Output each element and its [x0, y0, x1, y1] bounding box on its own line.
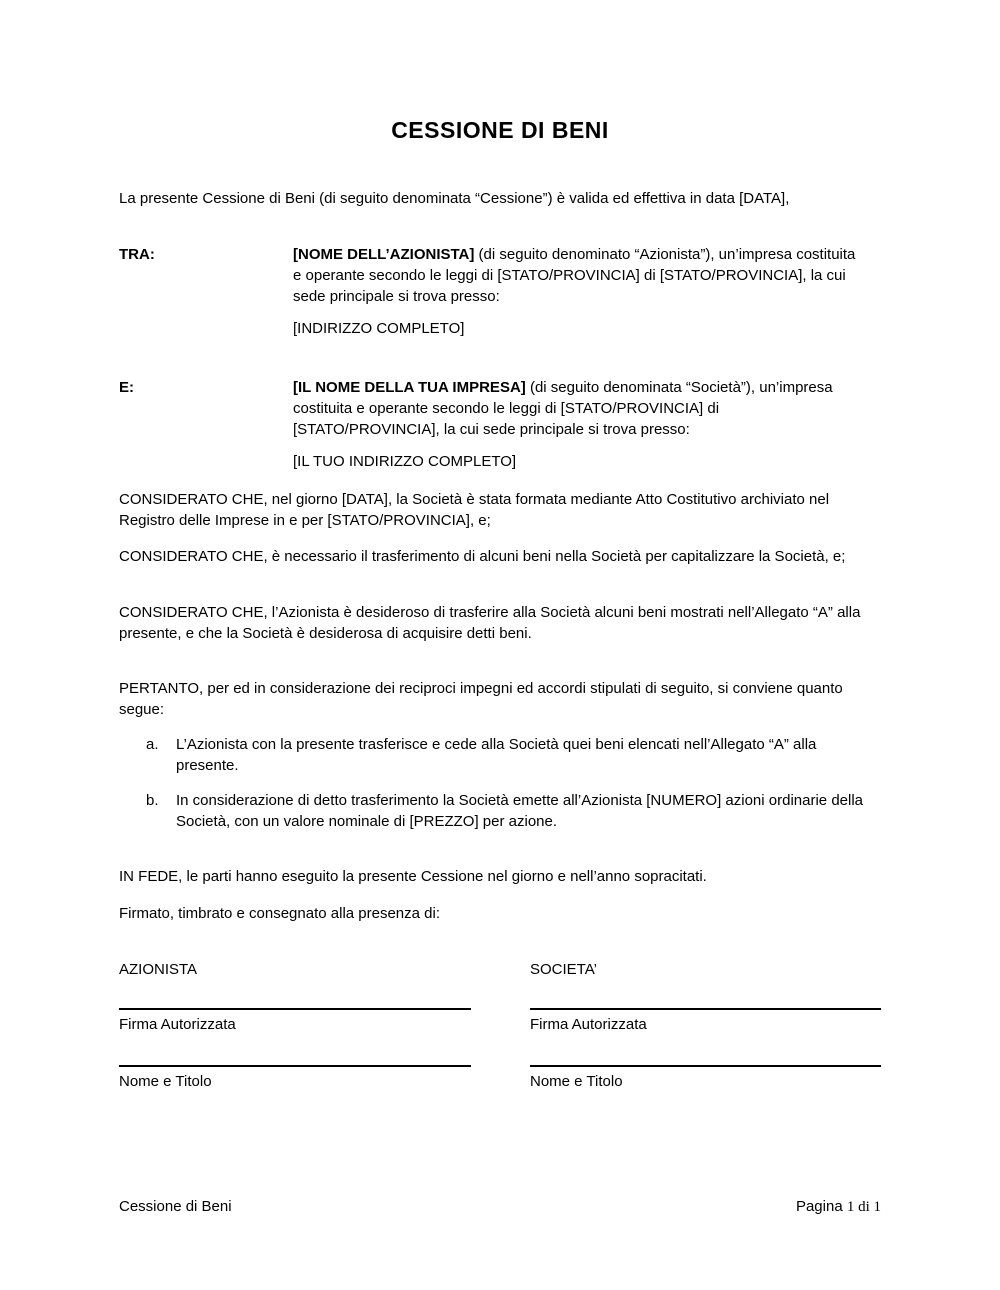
clause-b-marker: b. [146, 792, 159, 809]
signature-line [530, 1065, 881, 1067]
party-e-description: (di seguito denominata “Società”), un’impresa costituita e operante secondo le leggi di [STATO/PROVINCIA] di [STATO/PROVINCIA], la cui sede principale si trova presso: [293, 379, 833, 438]
signature-line [119, 1008, 471, 1010]
document-title: CESSIONE DI BENI [391, 117, 609, 143]
in-fede-paragraph: IN FEDE, le parti hanno eseguito la presente Cessione nel giorno e nell’anno sopracitati. [119, 868, 707, 885]
party-tra-name: [NOME DELL’AZIONISTA] [293, 246, 475, 263]
footer-page-number [530, 1196, 881, 1218]
party-tra-address: [INDIRIZZO COMPLETO] [293, 320, 465, 337]
party-tra-paragraph [293, 244, 856, 307]
party-e-name: [IL NOME DELLA TUA IMPRESA] [293, 379, 526, 396]
party-tra-description: (di seguito denominato “Azionista”), un’impresa costituita e operante secondo le leggi di [STATO/PROVINCIA] di [STATO/PROVINCIA], la cui sede principale si trova presso: [293, 246, 856, 305]
signature-label-firma-right: Firma Autorizzata [530, 1016, 647, 1033]
signature-header-societa: SOCIETA’ [530, 961, 597, 978]
firmato-paragraph: Firmato, timbrato e consegnato alla presenza di: [119, 905, 440, 922]
recital-paragraph: CONSIDERATO CHE, nel giorno [DATA], la Società è stata formata mediante Atto Costitutivo archiviato nel Registro delle Imprese in e per [STATO/PROVINCIA], e; [119, 491, 830, 529]
recital-paragraph: CONSIDERATO CHE, l’Azionista è desideroso di trasferire alla Società alcuni beni mostrati nell’Allegato “A” alla presente, e che la Società è desiderosa di acquisire detti beni. [119, 604, 861, 642]
party-tra-label: TRA: [119, 246, 155, 263]
signature-line [119, 1065, 471, 1067]
clause-b-text: In considerazione di detto trasferimento la Società emette all’Azionista [NUMERO] azioni ordinarie della Società, con un valore nominale di [PREZZO] per azione. [176, 792, 864, 830]
footer-page-word: Pagina [795, 1198, 847, 1215]
intro-paragraph: La presente Cessione di Beni (di seguito denominata “Cessione”) è valida ed effettiva in data [DATA], [119, 190, 790, 207]
signature-label-nome-right: Nome e Titolo [530, 1073, 623, 1090]
clause-a-text: L’Azionista con la presente trasferisce e cede alla Società quei beni elencati nell’Allegato “A” alla presente. [176, 736, 817, 774]
signature-line [530, 1008, 881, 1010]
signature-label-nome-left: Nome e Titolo [119, 1073, 212, 1090]
pertanto-paragraph: PERTANTO, per ed in considerazione dei reciproci impegni ed accordi stipulati di seguito, si conviene quanto segue: [119, 680, 843, 718]
clause-a-marker: a. [146, 736, 159, 753]
party-e-label: E: [119, 379, 134, 396]
footer-page-count: 1 di 1 [846, 1199, 881, 1215]
party-e-paragraph [293, 377, 856, 440]
signature-header-azionista: AZIONISTA [119, 961, 198, 978]
footer-document-name: Cessione di Beni [119, 1198, 232, 1215]
signature-label-firma-left: Firma Autorizzata [119, 1016, 236, 1033]
party-e-address: [IL TUO INDIRIZZO COMPLETO] [293, 453, 517, 470]
recital-paragraph: CONSIDERATO CHE, è necessario il trasferimento di alcuni beni nella Società per capitalizzare la Società, e; [119, 548, 846, 565]
